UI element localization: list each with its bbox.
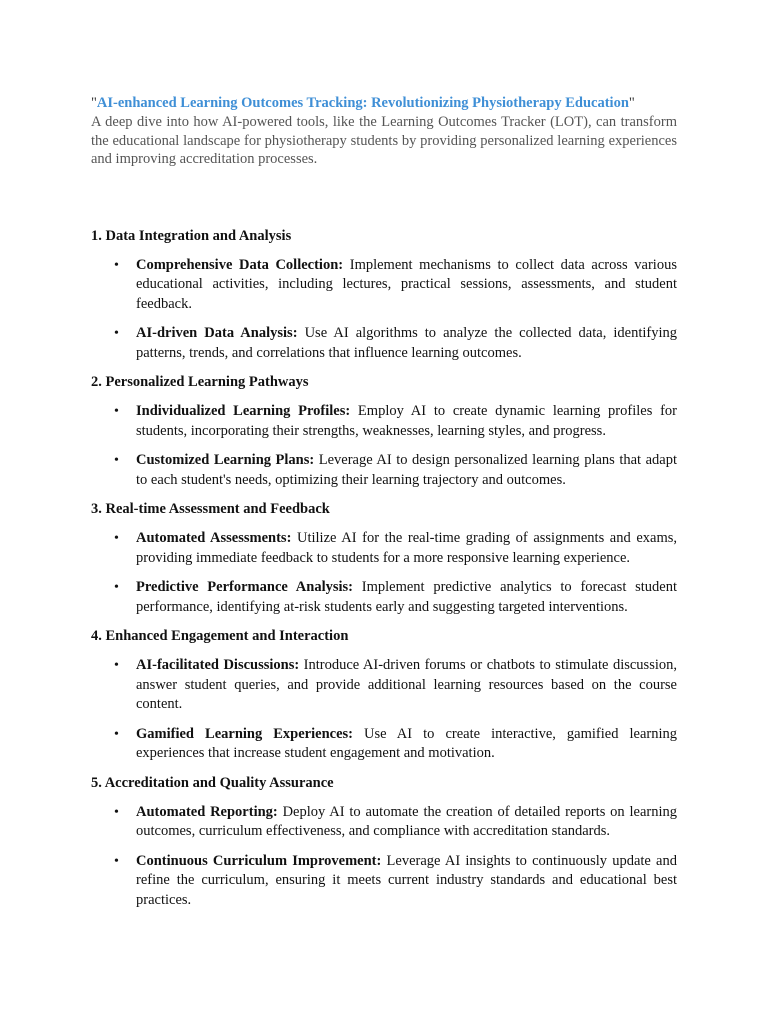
list-item-text: Use AI algorithms to analyze the collected data, identifying patterns, trends, and correlations that influence learning outcomes. bbox=[136, 325, 677, 361]
section-3 bbox=[91, 500, 677, 617]
bullet-list bbox=[91, 529, 677, 617]
section-1 bbox=[91, 227, 677, 364]
list-item bbox=[114, 578, 678, 617]
bullet-icon: • bbox=[114, 404, 119, 419]
list-item-text: Introduce AI-driven forums or chatbots to stimulate discussion, answer student queries, and provide additional learning resources based on the course content. bbox=[136, 657, 677, 712]
list-item-label: Customized Learning Plans: bbox=[136, 452, 315, 468]
list-item-label: Individualized Learning Profiles: bbox=[136, 403, 351, 419]
title-open-quote: " bbox=[91, 95, 97, 111]
list-item-label: Automated Assessments: bbox=[136, 530, 292, 546]
bullet-icon: • bbox=[114, 853, 119, 869]
list-item-text: Deploy AI to automate the creation of detailed reports on learning outcomes, curriculum effectiveness, and compliance with accreditation standards. bbox=[136, 803, 677, 839]
list-item bbox=[114, 852, 677, 911]
list-item-label: Comprehensive Data Collection: bbox=[136, 256, 344, 273]
title-close-quote: " bbox=[628, 95, 635, 111]
document-subtitle: A deep dive into how AI-powered tools, like the Learning Outcomes Tracker (LOT), can transform the educational landscape for physiotherapy students by providing personalized learning experiences and improving accreditation processes. bbox=[91, 114, 677, 167]
list-item bbox=[114, 656, 677, 715]
bullet-icon: • bbox=[114, 726, 119, 742]
list-item-label: Gamified Learning Experiences: bbox=[136, 725, 353, 742]
bullet-list bbox=[91, 256, 677, 364]
list-item-text: Implement predictive analytics to forecast student performance, identifying at-risk students early and suggesting targeted interventions. bbox=[136, 579, 678, 615]
section-heading: 5. Accreditation and Quality Assurance bbox=[91, 774, 334, 791]
list-item bbox=[114, 402, 677, 441]
section-heading: 1. Data Integration and Analysis bbox=[91, 227, 292, 244]
section-heading: 3. Real-time Assessment and Feedback bbox=[91, 501, 330, 517]
bullet-list bbox=[91, 803, 677, 911]
list-item-label: Predictive Performance Analysis: bbox=[136, 579, 353, 595]
document-title-link[interactable]: AI-enhanced Learning Outcomes Tracking: Revolutionizing Physiotherapy Education bbox=[96, 95, 629, 111]
section-2 bbox=[91, 373, 677, 490]
list-item-label: AI-facilitated Discussions: bbox=[136, 657, 300, 673]
list-item bbox=[114, 529, 677, 568]
list-item-text: Leverage AI insights to continuously update and refine the curriculum, ensuring it meets current industry standards and educational best practices. bbox=[136, 852, 677, 908]
document-title-line bbox=[91, 94, 677, 113]
section-4 bbox=[91, 627, 677, 764]
bullet-icon: • bbox=[114, 580, 119, 595]
list-item-label: Automated Reporting: bbox=[136, 803, 278, 820]
bullet-icon: • bbox=[114, 658, 119, 673]
bullet-icon: • bbox=[114, 257, 119, 273]
bullet-icon: • bbox=[114, 804, 119, 820]
bullet-list bbox=[91, 402, 677, 490]
list-item bbox=[114, 725, 677, 764]
list-item-text: Utilize AI for the real-time grading of assignments and exams, providing immediate feedback to students for a more responsive learning experience. bbox=[136, 530, 677, 566]
list-item bbox=[114, 803, 677, 842]
bullet-list bbox=[91, 656, 677, 764]
bullet-icon: • bbox=[114, 453, 119, 468]
section-heading: 4. Enhanced Engagement and Interaction bbox=[91, 628, 349, 644]
section-5 bbox=[91, 774, 677, 911]
sections-container bbox=[91, 227, 677, 911]
list-item bbox=[114, 324, 677, 363]
list-item-text: Employ AI to create dynamic learning profiles for students, incorporating their strengths, weaknesses, learning styles, and progress. bbox=[136, 403, 677, 439]
list-item-text: Leverage AI to design personalized learning plans that adapt to each student's needs, optimizing their learning trajectory and outcomes. bbox=[136, 452, 677, 488]
list-item bbox=[114, 256, 677, 315]
list-item-text: Use AI to create interactive, gamified learning experiences that increase student engagement and motivation. bbox=[136, 725, 677, 761]
list-item-label: Continuous Curriculum Improvement: bbox=[136, 852, 382, 869]
list-item bbox=[114, 451, 677, 490]
bullet-icon: • bbox=[114, 531, 119, 546]
bullet-icon: • bbox=[114, 326, 119, 341]
list-item-text: Implement mechanisms to collect data across various educational activities, including lectures, practical sessions, assessments, and student feedback. bbox=[136, 256, 677, 312]
list-item-label: AI-driven Data Analysis: bbox=[136, 325, 298, 341]
section-heading: 2. Personalized Learning Pathways bbox=[91, 374, 309, 390]
